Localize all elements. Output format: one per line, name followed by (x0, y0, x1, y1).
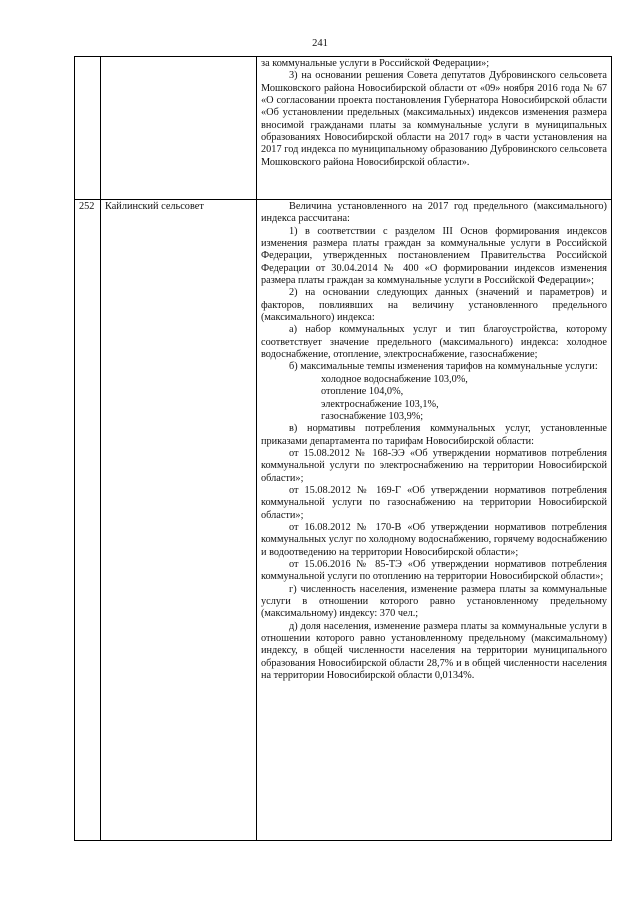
municipality-name-cell (101, 57, 257, 200)
tariff-item: газоснабжение 103,9%; (321, 410, 424, 422)
paragraph-item-v: в) нормативы потребления коммунальных услуг, установленные приказами департамента по тарифам Новосибирской области: (261, 423, 607, 447)
row-number-cell: 252 (75, 200, 101, 841)
paragraph-order-electricity: от 15.08.2012 № 168-ЭЭ «Об утверждении нормативов потребления коммунальной услуги по электроснабжению на территории Новосибирской области»; (261, 447, 607, 484)
paragraph-item-b: б) максимальные темпы изменения тарифов на коммунальные услуги: (289, 361, 598, 373)
tariff-list (261, 374, 607, 423)
paragraph-item-d: д) доля населения, изменение размера платы за коммунальные услуги в отношении которого равно установленному предельному (максимальному) индексу, в общей численности населения на территории муниципального образования Новосибирской области 28,7% и в общей численности населения на территории Новосибирской области 0,0134%. (261, 620, 607, 682)
paragraph-item-2: 2) на основании следующих данных (значений и параметров) и факторов, повлиявших на величину установленного предельного (максимального) индекса: (261, 287, 607, 324)
regions-table (74, 56, 612, 841)
row-number-cell (75, 57, 101, 200)
paragraph-order-heating: от 15.06.2016 № 85-ТЭ «Об утверждении нормативов потребления коммунальной услуги по отоплению на территории Новосибирской области»; (261, 558, 607, 583)
municipality-name-cell: Кайлинский сельсовет (101, 200, 257, 841)
justification-cell (257, 57, 612, 200)
table-row-252 (75, 200, 612, 841)
paragraph-order-gas: от 15.08.2012 № 169-Г «Об утверждении нормативов потребления коммунальной услуги по газоснабжению на территории Новосибирской области»; (261, 484, 607, 521)
page-number: 241 (312, 38, 328, 49)
paragraph-item-a: а) набор коммунальных услуг и тип благоустройства, которому соответствует значение предельного (максимального) индекса: холодное водоснабжение, отопление, электроснабжение, газоснабжение; (261, 324, 607, 361)
tariff-item: отопление 104,0%, (321, 386, 404, 398)
paragraph-intro: Величина установленного на 2017 год предельного (максимального) индекса рассчитана: (261, 201, 607, 225)
paragraph-item-g: г) численность населения, изменение размера платы за коммунальные услуги в отношении которого равно установленному предельному (максимальному) индексу: 370 чел.; (261, 583, 607, 620)
paragraph-item-1: 1) в соответствии с разделом III Основ формирования индексов изменения размера платы граждан за коммунальные услуги в Российской Федерации, утвержденных постановлением Правительства Российской Федерации от 30.04.2014 № 400 «О формировании индексов изменения размера платы граждан за коммунальные услуги в Российской Федерации»; (261, 225, 607, 287)
table-row-continued (75, 57, 612, 200)
paragraph: 3) на основании решения Совета депутатов Дубровинского сельсовета Мошковского района Новосибирской области от «09» ноября 2016 года № 67 «О согласовании проекта постановления Губернатора Новосибирской области «Об установлении предельных (максимальных) индексов изменения размера вносимой гражданами платы за коммунальные услуги в муниципальных образованиях Новосибирской области на 2017 год» в части установления на 2017 год индекса по муниципальному образованию Дубровинского сельсовета Мошковского района Новосибирской области». (261, 70, 607, 168)
paragraph: за коммунальные услуги в Российской Федерации»; (261, 58, 490, 69)
tariff-item: электроснабжение 103,1%, (321, 398, 439, 410)
paragraph-order-water: от 16.08.2012 № 170-В «Об утверждении нормативов потребления коммунальных услуг по холодному водоснабжению, горячему водоснабжению и водоотведению на территории Новосибирской области»; (261, 521, 608, 558)
justification-cell (257, 200, 612, 841)
tariff-item: холодное водоснабжение 103,0%, (321, 373, 468, 385)
